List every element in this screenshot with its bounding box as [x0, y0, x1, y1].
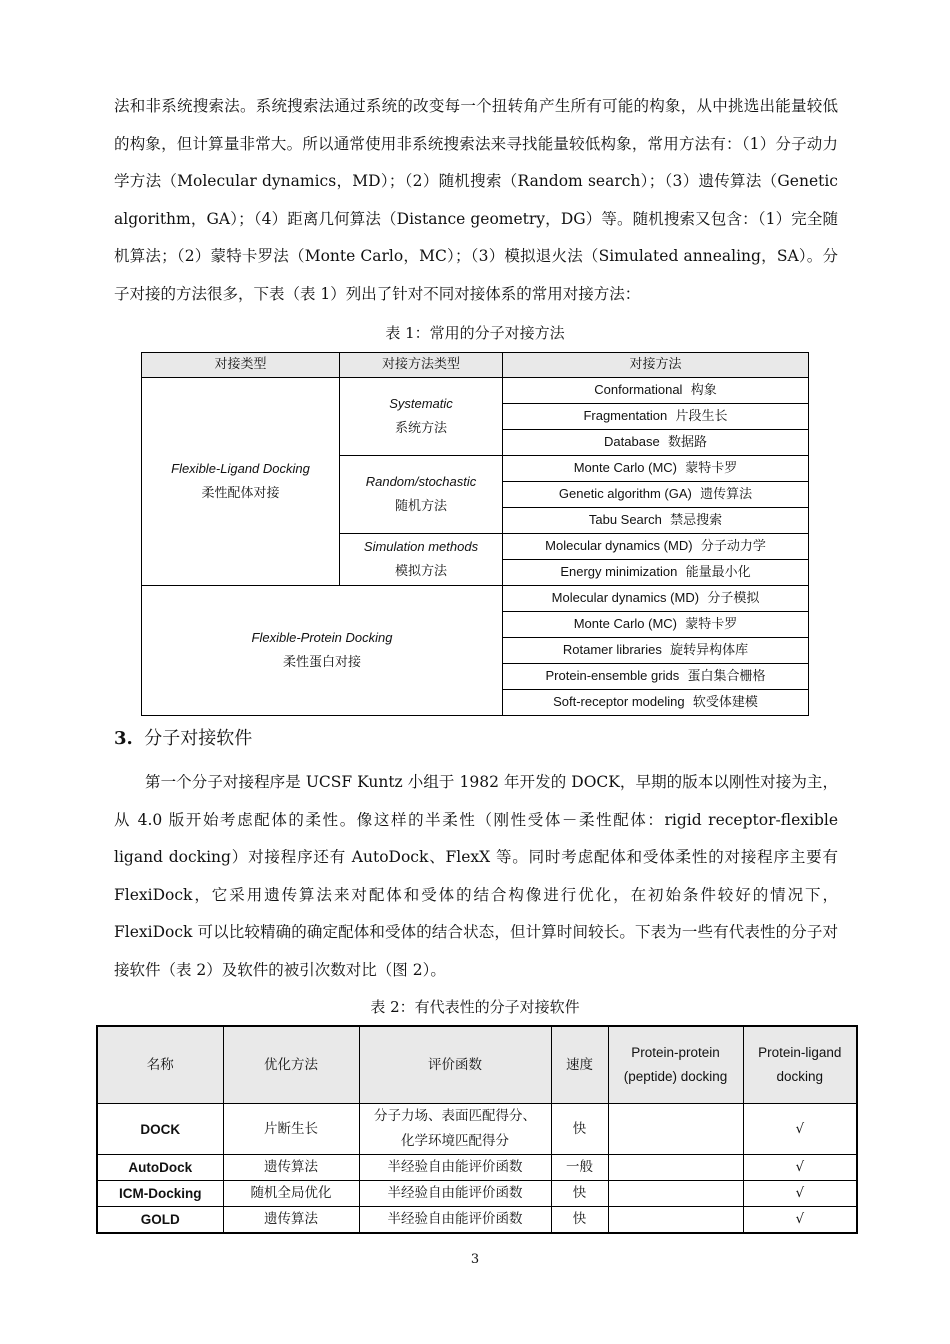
t2-cell-pl: √ [743, 1104, 857, 1155]
t1-method-row: Tabu Search 禁忌搜索 [503, 508, 809, 534]
t1-method-row: Molecular dynamics (MD) 分子模拟 [503, 586, 809, 612]
t2-cell-opt: 片断生长 [223, 1104, 359, 1155]
t1-flex-protein: Flexible-Protein Docking 柔性蛋白对接 [142, 586, 503, 716]
t2-cell-pl: √ [743, 1155, 857, 1181]
t2-cell-score: 半经验自由能评价函数 [359, 1181, 551, 1207]
t1-method-row: Monte Carlo (MC) 蒙特卡罗 [503, 456, 809, 482]
section-number: 3 [114, 728, 127, 749]
page-number: 3 [470, 1252, 480, 1267]
t2-cell-opt: 随机全局优化 [223, 1181, 359, 1207]
t2-header-name: 名称 [97, 1026, 223, 1104]
t1-method-row: Soft-receptor modeling 软受体建模 [503, 690, 809, 716]
t2-cell-pl: √ [743, 1207, 857, 1234]
table1 [141, 352, 809, 716]
t1-method-row: Fragmentation 片段生长 [503, 404, 809, 430]
t2-cell-speed: 快 [551, 1181, 608, 1207]
t2-cell-pp [608, 1207, 743, 1234]
body-paragraph [114, 764, 838, 989]
t2-cell-name: GOLD [97, 1207, 223, 1234]
t2-cell-pp [608, 1155, 743, 1181]
body-text: 第一个分子对接程序是 UCSF Kuntz 小组于 1982 年开发的 DOCK，早期的版本以刚性对接为主，从 4.0 版开始考虑配体的柔性。像这样的半柔性（刚性受体－柔性配体：rigid receptor-flexible ligand docking）对接程序还有 AutoDock、FlexX 等。同时考虑配体和受体柔性的对接程序主要有 FlexiDock，它采用遗传算法来对配体和受体的结合构像进行优化，在初始条件较好的情况下，FlexiDock 可以比较精确的确定配体和受体的结合状态，但计算时间较长。下表为一些有代表性的分子对接软件（表 2）及软件的被引次数对比（图 2）。 [114, 773, 838, 979]
t2-cell-name: ICM-Docking [97, 1181, 223, 1207]
t2-header-pp: Protein-protein (peptide) docking [608, 1026, 743, 1104]
t2-header-pl: Protein-ligand docking [743, 1026, 857, 1104]
t2-cell-score: 半经验自由能评价函数 [359, 1207, 551, 1234]
t1-flex-ligand: Flexible-Ligand Docking 柔性配体对接 [142, 378, 340, 586]
t1-method-row: Conformational 构象 [503, 378, 809, 404]
t2-cell-speed: 一般 [551, 1155, 608, 1181]
section-heading: 3. 分子对接软件 [114, 728, 253, 749]
t2-header-score: 评价函数 [359, 1026, 551, 1104]
t1-header-type: 对接类型 [142, 353, 340, 378]
t1-method-row: Monte Carlo (MC) 蒙特卡罗 [503, 612, 809, 638]
t2-cell-speed: 快 [551, 1104, 608, 1155]
section-title: 分子对接软件 [144, 728, 253, 749]
t1-simulation: Simulation methods 模拟方法 [340, 534, 503, 586]
t2-header-opt: 优化方法 [223, 1026, 359, 1104]
t2-cell-name: AutoDock [97, 1155, 223, 1181]
t1-method-row: Rotamer libraries 旋转异构体库 [503, 638, 809, 664]
t2-cell-score: 半经验自由能评价函数 [359, 1155, 551, 1181]
t1-header-method-type: 对接方法类型 [340, 353, 503, 378]
table2-caption: 表 2：有代表性的分子对接软件 [370, 998, 580, 1016]
t1-random: Random/stochastic 随机方法 [340, 456, 503, 534]
t1-method-row: Database 数据路 [503, 430, 809, 456]
t2-cell-name: DOCK [97, 1104, 223, 1155]
intro-text: 法和非系统搜索法。系统搜索法通过系统的改变每一个扭转角产生所有可能的构象，从中挑选出能量较低的构象，但计算量非常大。所以通常使用非系统搜索法来寻找能量较低构象，常用方法有：（1）分子动力学方法（Molecular dynamics，MD）；（2）随机搜索（Random search）；（3）遗传算法（Genetic algorithm，GA）；（4）距离几何算法（Distance geometry，DG）等。随机搜索又包含：（1）完全随机算法；（2）蒙特卡罗法（Monte Carlo，MC）；（3）模拟退火法（Simulated annealing，SA）。分子对接的方法很多，下表（表 1）列出了针对不同对接体系的常用对接方法： [114, 97, 838, 303]
t2-cell-opt: 遗传算法 [223, 1155, 359, 1181]
intro-paragraph [114, 88, 838, 313]
t2-cell-pl: √ [743, 1181, 857, 1207]
table2 [96, 1025, 858, 1234]
t1-method-row: Genetic algorithm (GA) 遗传算法 [503, 482, 809, 508]
t1-systematic: Systematic 系统方法 [340, 378, 503, 456]
t2-cell-speed: 快 [551, 1207, 608, 1234]
table1-caption: 表 1：常用的分子对接方法 [385, 324, 565, 342]
t2-header-speed: 速度 [551, 1026, 608, 1104]
t2-cell-pp [608, 1104, 743, 1155]
t1-header-method: 对接方法 [503, 353, 809, 378]
t1-method-row: Energy minimization 能量最小化 [503, 560, 809, 586]
t2-cell-pp [608, 1181, 743, 1207]
t1-method-row: Protein-ensemble grids 蛋白集合栅格 [503, 664, 809, 690]
t1-method-row: Molecular dynamics (MD) 分子动力学 [503, 534, 809, 560]
t2-cell-opt: 遗传算法 [223, 1207, 359, 1234]
t2-cell-score: 分子力场、表面匹配得分、化学环境匹配得分 [359, 1104, 551, 1155]
